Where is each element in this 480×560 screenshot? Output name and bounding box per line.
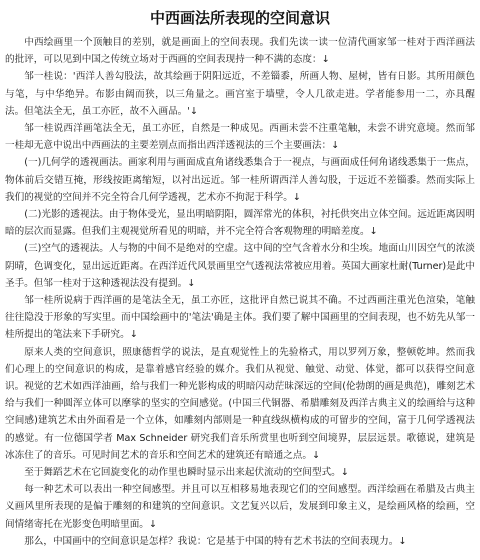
- paragraph: 每一种艺术可以表出一种空间感型。并且可以互相移易地表现它们的空间感型。西洋绘画在希腊及古典主义画风里所表现的是偏于雕刻的和建筑的空间意识。文艺复兴以后，发展到印象主义，是绘画风格的绘画，空间情绪寄托在光影变色明暗里面。↓: [5, 484, 475, 530]
- document-title: 中西画法所表现的空间意识: [149, 9, 330, 27]
- paragraph: 邹一桂所说病于西洋画的是笔法全无，虽工亦匠，这批评自然已说其不确。不过西画注重光色渲染，笔触往往隐没于形象的写实里。而中国绘画中的'笔法'确是主体。我们要了解中国画里的空间表现，也不妨先从邹一桂所提出的笔法来下手研究。↓: [5, 295, 475, 341]
- paragraph: 中西绘画里一个顶触目的差别，就是画面上的空间表现。我们先读一读一位清代画家邹一桂对于西洋画法的批评，可以见到中国之传统立场对于西画的空间表现持一种不满的态度：↓: [5, 37, 475, 66]
- paragraph: 邹一桂说：'西洋人善勾股法，故其绘画于阴阳远近，不差锱黍，所画人物、屋树，皆有日影。其所用颜色与笔，与中华绝异。布影由阔而狭，以三角量之。画宫室于墙壁，令人几欲走进。学者能参用一二，亦具醒法。但笔法全无，虽工亦匠，故不入画品。'↓: [5, 71, 475, 117]
- paragraph: 邹一桂说西洋画笔法全无，虽工亦匠，自然是一种成见。西画未尝不注重笔触，未尝不讲究意境。然而邹一桂却无意中说出中西画法的主要差别点而指出西洋透视法的三个主要画法：↓: [5, 123, 475, 152]
- paragraph: 原来人类的空间意识，照康德哲学的说法，是直观觉性上的先验格式，用以罗列万象，整顿乾坤。然而我们心理上的空间意识的构成，是靠着感官经验的媒介。我们从视觉、触觉、动觉、体觉，都可以获得空间意识。视觉的艺术如西洋油画，给与我们一种光影构成的明暗闪动茫昧深远的空间(伦勃朗的画是典范)，雕刻艺术给与我们一种圆浑立体可以摩挲的坚实的空间感觉。(中国三代铜器、希腊雕刻及西洋古典主义的绘画给与这种空间感)建筑艺术由外面看是一个立体，如雕刻内部则是一种直线纵横构成的可留步的空间，富于几何学透视法的感觉。有一位德国学者 Max Schneider 研究我们音乐所赏里也听到空间境界，层层远景。歌德说，建筑是冰冻住了的音乐。可见时间艺术的音乐和空间艺术的建筑还有暗通之点。↓: [5, 346, 475, 461]
- document-body: [5, 34, 475, 550]
- paragraph: (一)几何学的透视画法。画家利用与画面成直角诸线悉集合于一视点，与画面成任何角诸线悉集于一焦点，物体前后交错互掩，形线按距离缩短，以衬出远近。邹一桂所谓西洋人善勾股，于远近不差锱黍。然而实际上我们的视觉的空间并不完全符合几何学透视，艺术亦不拘泥于科学。↓: [5, 157, 475, 203]
- paragraph: 至于舞蹈艺术在它回旋变化的动作里也瞬时显示出来起伏流动的空间型式。↓: [24, 467, 349, 479]
- paragraph: (三)空气的透视法。人与物的中间不是绝对的空虚。这中间的空气含着水分和尘埃。地面山川因空气的浓淡阴晴，色调变化，显出远近距离。在西洋近代风景画里空气透视法常被应用着。英国大画家杜耐(Turner)是此中圣手。但邹一桂对于这种透视法没有提到。↓: [5, 243, 475, 289]
- paragraph: 那么，中国画中的空间意识是怎样？我说：它是基于中国的特有艺术书法的空间表现力。↓: [24, 535, 407, 547]
- paragraph: (二)光影的透视法。由于物体受光，显出明暗阴阳，圆浑常光的体积，衬托供突出立体空间。远近距离因明暗的层次而显露。但我们主观视觉所看见的明暗，并不完全符合客观物理的明暗差度。↓: [5, 209, 475, 238]
